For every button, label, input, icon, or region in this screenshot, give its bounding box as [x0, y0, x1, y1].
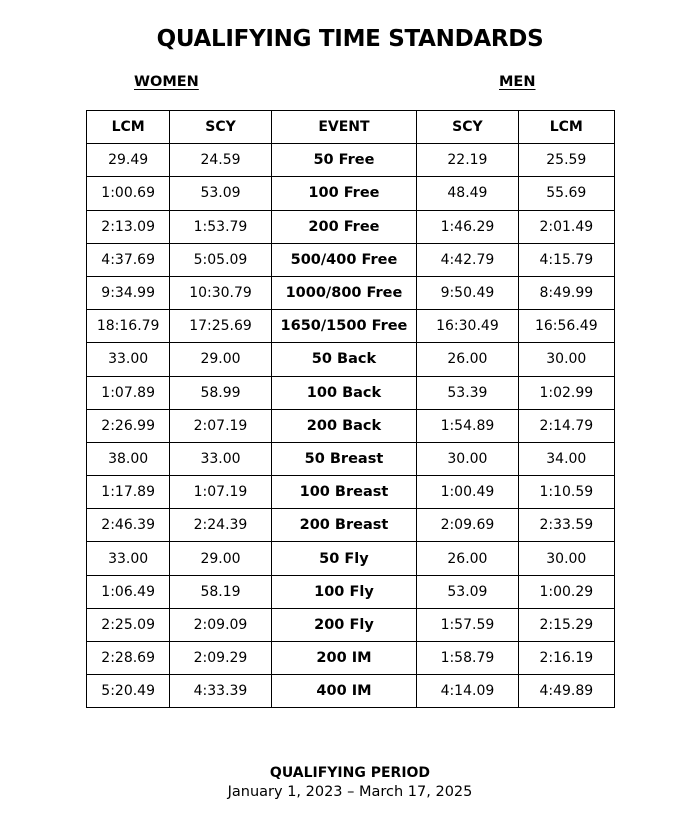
- men-scy-cell: 53.39: [417, 376, 518, 409]
- event-cell: 200 Back: [271, 409, 417, 442]
- header-men-scy: SCY: [417, 111, 518, 144]
- table-row: [87, 575, 615, 608]
- men-label: MEN: [499, 74, 536, 90]
- women-scy-cell: 5:05.09: [170, 243, 271, 276]
- men-scy-cell: 30.00: [417, 442, 518, 475]
- table-row: [87, 310, 615, 343]
- table-row: [87, 376, 615, 409]
- women-lcm-cell: 1:07.89: [87, 376, 170, 409]
- women-scy-cell: 29.00: [170, 542, 271, 575]
- event-cell: 50 Breast: [271, 442, 417, 475]
- men-lcm-cell: 55.69: [518, 177, 614, 210]
- table-row: [87, 442, 615, 475]
- event-cell: 200 Breast: [271, 509, 417, 542]
- table-row: [87, 210, 615, 243]
- women-lcm-cell: 33.00: [87, 542, 170, 575]
- women-lcm-cell: 2:46.39: [87, 509, 170, 542]
- women-scy-cell: 1:53.79: [170, 210, 271, 243]
- men-lcm-cell: 2:16.19: [518, 642, 614, 675]
- men-lcm-cell: 34.00: [518, 442, 614, 475]
- table-header-row: [87, 111, 615, 144]
- women-scy-cell: 33.00: [170, 442, 271, 475]
- event-cell: 100 Back: [271, 376, 417, 409]
- women-lcm-cell: 1:17.89: [87, 476, 170, 509]
- men-lcm-cell: 1:10.59: [518, 476, 614, 509]
- women-scy-cell: 10:30.79: [170, 276, 271, 309]
- women-lcm-cell: 1:00.69: [87, 177, 170, 210]
- event-cell: 50 Fly: [271, 542, 417, 575]
- women-label: WOMEN: [134, 74, 199, 90]
- women-lcm-cell: 4:37.69: [87, 243, 170, 276]
- men-scy-cell: 4:42.79: [417, 243, 518, 276]
- event-cell: 100 Breast: [271, 476, 417, 509]
- table-row: [87, 476, 615, 509]
- table-row: [87, 276, 615, 309]
- men-scy-cell: 53.09: [417, 575, 518, 608]
- women-scy-cell: 2:24.39: [170, 509, 271, 542]
- page-title: QUALIFYING TIME STANDARDS: [156, 26, 544, 52]
- table-row: [87, 409, 615, 442]
- women-lcm-cell: 2:13.09: [87, 210, 170, 243]
- women-lcm-cell: 5:20.49: [87, 675, 170, 708]
- men-scy-cell: 1:46.29: [417, 210, 518, 243]
- men-lcm-cell: 4:15.79: [518, 243, 614, 276]
- women-scy-cell: 1:07.19: [170, 476, 271, 509]
- event-cell: 50 Free: [271, 144, 417, 177]
- table-body: [87, 144, 615, 708]
- men-lcm-cell: 1:02.99: [518, 376, 614, 409]
- table-row: [87, 642, 615, 675]
- event-cell: 200 IM: [271, 642, 417, 675]
- men-scy-cell: 26.00: [417, 542, 518, 575]
- women-scy-cell: 17:25.69: [170, 310, 271, 343]
- men-lcm-cell: 16:56.49: [518, 310, 614, 343]
- table-row: [87, 343, 615, 376]
- women-lcm-cell: 2:28.69: [87, 642, 170, 675]
- women-scy-cell: 2:09.29: [170, 642, 271, 675]
- table-row: [87, 542, 615, 575]
- men-lcm-cell: 2:15.29: [518, 608, 614, 641]
- men-scy-cell: 1:57.59: [417, 608, 518, 641]
- men-lcm-cell: 30.00: [518, 542, 614, 575]
- men-lcm-cell: 1:00.29: [518, 575, 614, 608]
- time-standards-table: [86, 110, 615, 708]
- women-lcm-cell: 9:34.99: [87, 276, 170, 309]
- event-cell: 50 Back: [271, 343, 417, 376]
- men-scy-cell: 9:50.49: [417, 276, 518, 309]
- women-lcm-cell: 29.49: [87, 144, 170, 177]
- qualifying-period-dates: January 1, 2023 – March 17, 2025: [227, 784, 473, 800]
- table-row: [87, 177, 615, 210]
- event-cell: 100 Free: [271, 177, 417, 210]
- men-lcm-cell: 8:49.99: [518, 276, 614, 309]
- women-lcm-cell: 2:25.09: [87, 608, 170, 641]
- table-row: [87, 243, 615, 276]
- table-row: [87, 509, 615, 542]
- table-row: [87, 144, 615, 177]
- men-scy-cell: 4:14.09: [417, 675, 518, 708]
- women-scy-cell: 29.00: [170, 343, 271, 376]
- qualifying-period-label: QUALIFYING PERIOD: [269, 765, 431, 781]
- men-scy-cell: 22.19: [417, 144, 518, 177]
- women-scy-cell: 53.09: [170, 177, 271, 210]
- header-women-lcm: LCM: [87, 111, 170, 144]
- women-scy-cell: 2:09.09: [170, 608, 271, 641]
- men-scy-cell: 26.00: [417, 343, 518, 376]
- header-women-scy: SCY: [170, 111, 271, 144]
- event-cell: 1000/800 Free: [271, 276, 417, 309]
- women-scy-cell: 58.99: [170, 376, 271, 409]
- men-lcm-cell: 2:01.49: [518, 210, 614, 243]
- women-lcm-cell: 2:26.99: [87, 409, 170, 442]
- event-cell: 100 Fly: [271, 575, 417, 608]
- header-event: EVENT: [271, 111, 417, 144]
- women-lcm-cell: 33.00: [87, 343, 170, 376]
- event-cell: 200 Free: [271, 210, 417, 243]
- men-scy-cell: 2:09.69: [417, 509, 518, 542]
- men-lcm-cell: 25.59: [518, 144, 614, 177]
- women-lcm-cell: 18:16.79: [87, 310, 170, 343]
- table-row: [87, 608, 615, 641]
- men-scy-cell: 1:00.49: [417, 476, 518, 509]
- women-scy-cell: 58.19: [170, 575, 271, 608]
- men-scy-cell: 1:58.79: [417, 642, 518, 675]
- event-cell: 400 IM: [271, 675, 417, 708]
- men-scy-cell: 48.49: [417, 177, 518, 210]
- men-lcm-cell: 30.00: [518, 343, 614, 376]
- women-scy-cell: 2:07.19: [170, 409, 271, 442]
- women-lcm-cell: 38.00: [87, 442, 170, 475]
- women-scy-cell: 24.59: [170, 144, 271, 177]
- women-scy-cell: 4:33.39: [170, 675, 271, 708]
- header-men-lcm: LCM: [518, 111, 614, 144]
- women-lcm-cell: 1:06.49: [87, 575, 170, 608]
- event-cell: 1650/1500 Free: [271, 310, 417, 343]
- event-cell: 200 Fly: [271, 608, 417, 641]
- men-lcm-cell: 4:49.89: [518, 675, 614, 708]
- men-scy-cell: 16:30.49: [417, 310, 518, 343]
- men-lcm-cell: 2:14.79: [518, 409, 614, 442]
- event-cell: 500/400 Free: [271, 243, 417, 276]
- men-lcm-cell: 2:33.59: [518, 509, 614, 542]
- men-scy-cell: 1:54.89: [417, 409, 518, 442]
- table-row: [87, 675, 615, 708]
